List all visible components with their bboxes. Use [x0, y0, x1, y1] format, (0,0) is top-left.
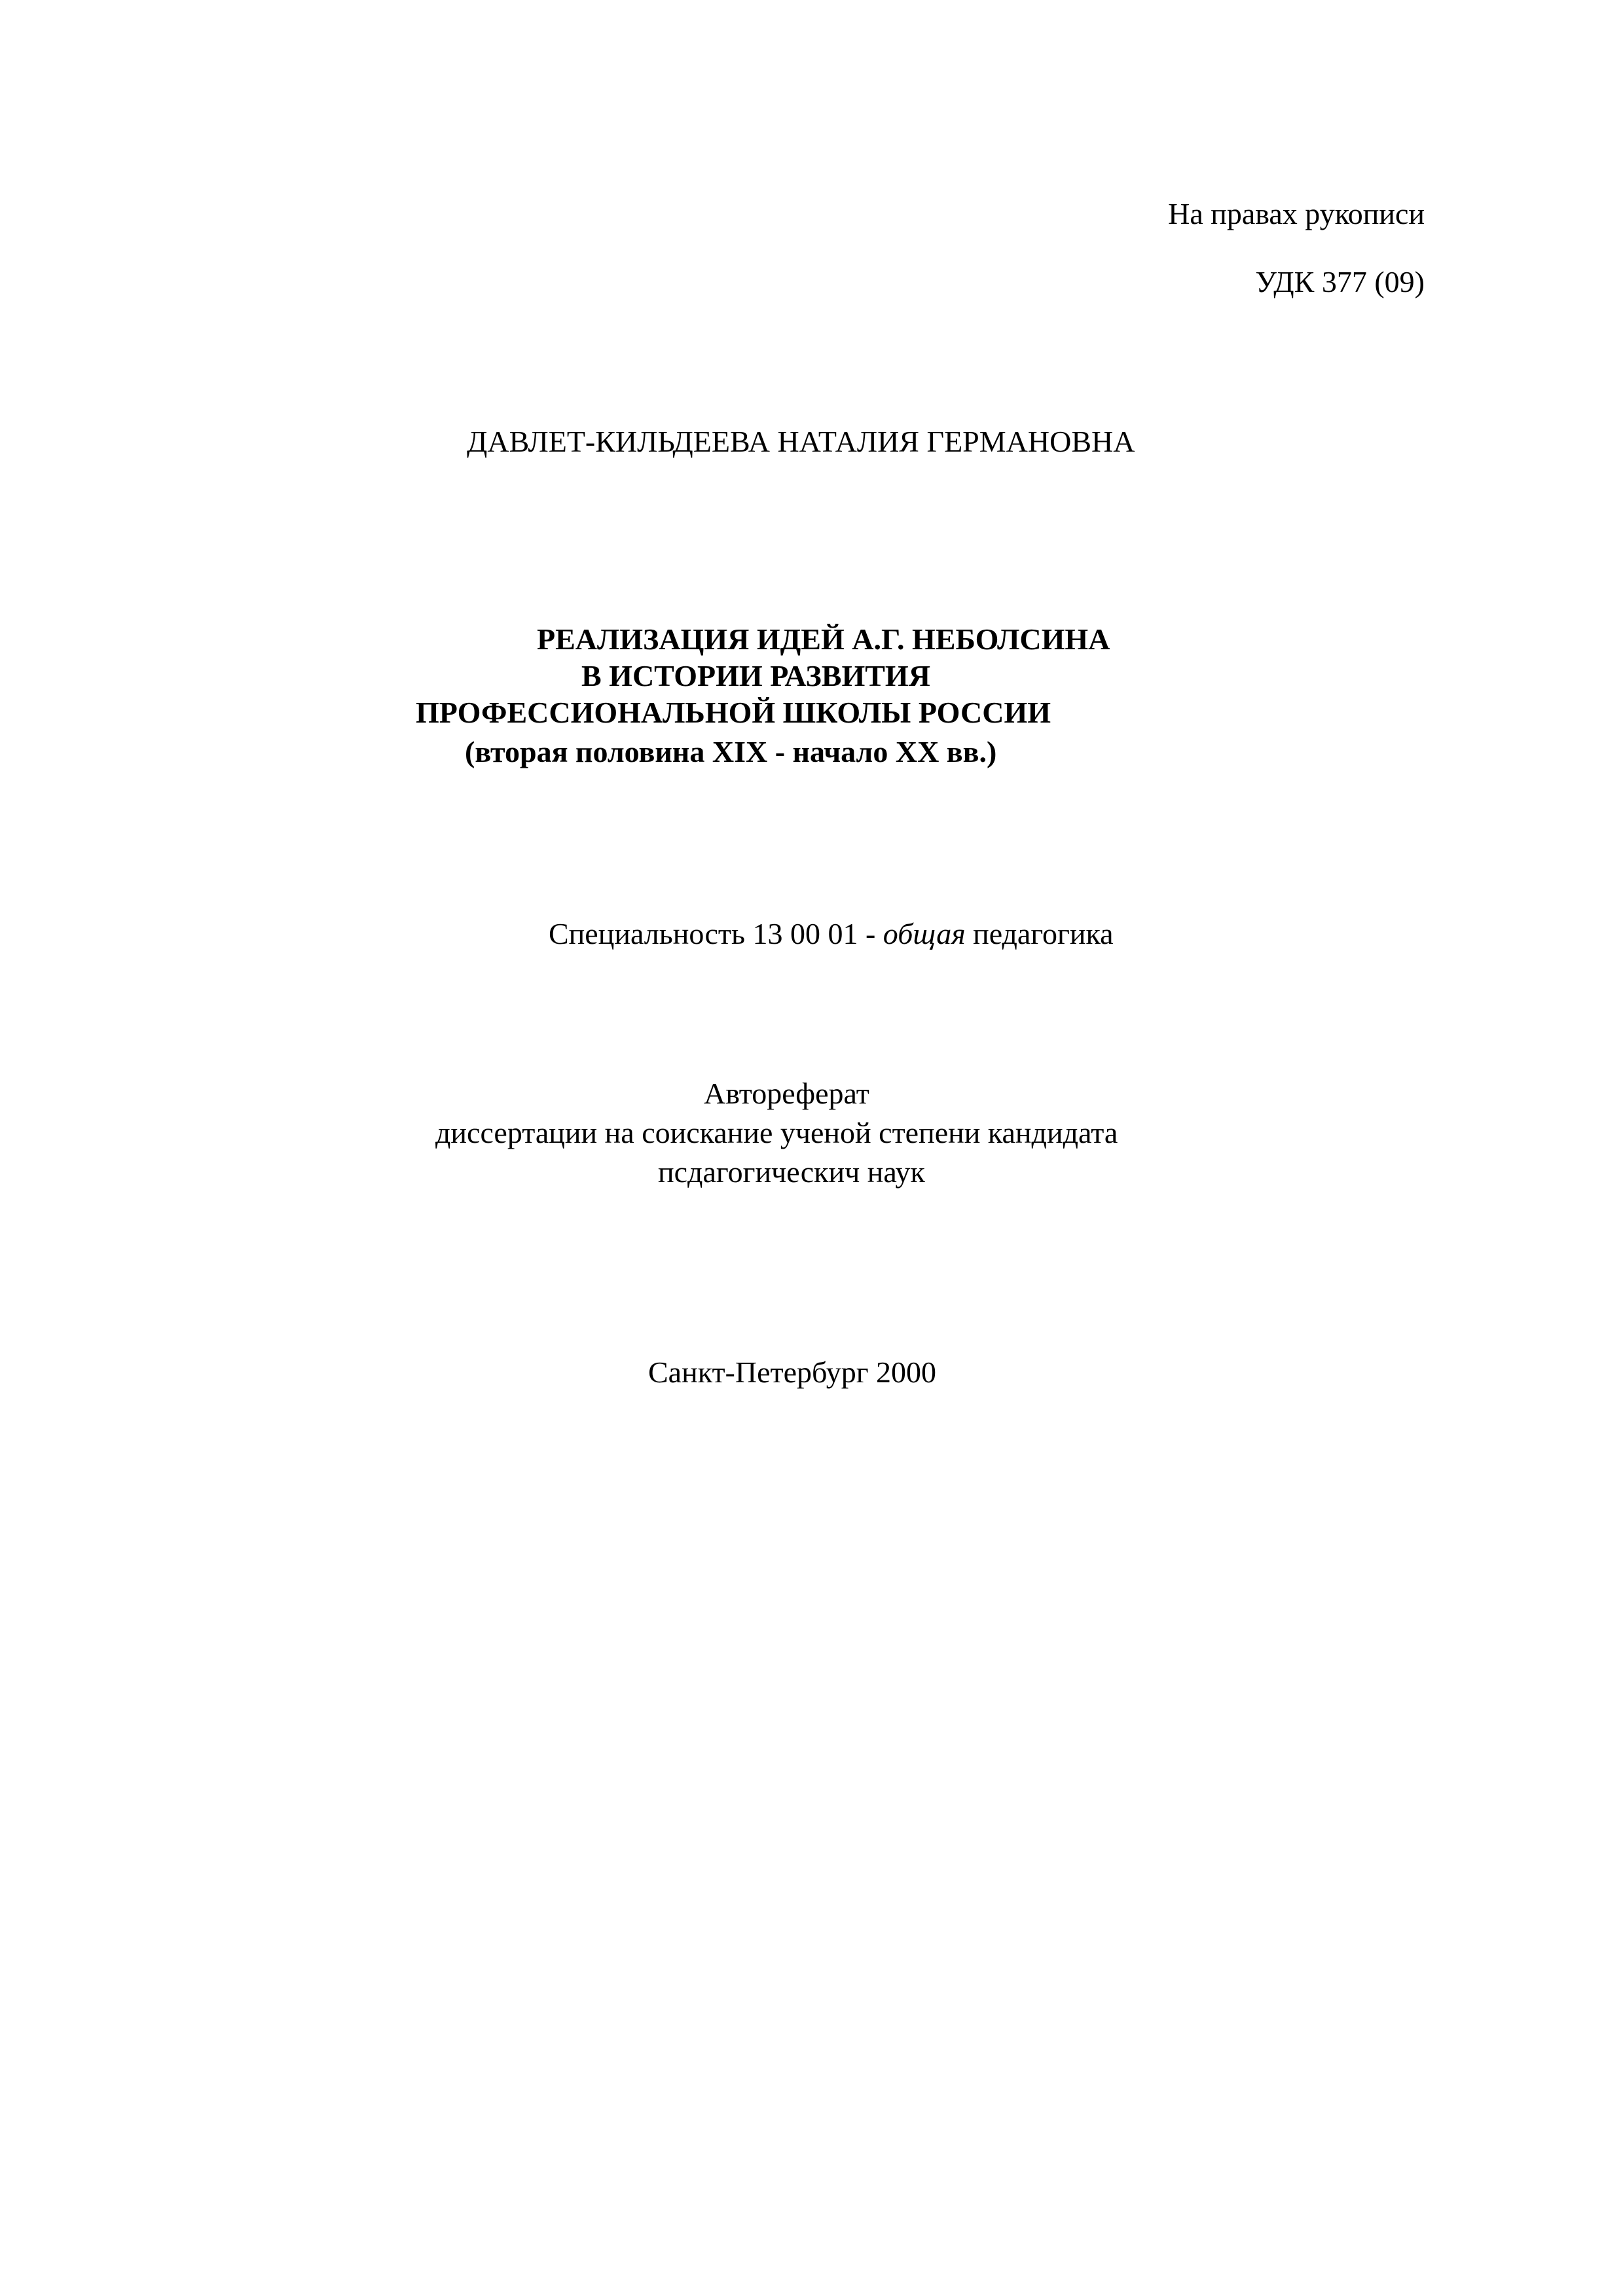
- specialty-suffix: педагогика: [965, 917, 1114, 950]
- abstract-title: Автореферат: [704, 1077, 869, 1110]
- abstract-line-2: диссертации на соискание ученой степени кандидата: [435, 1116, 1118, 1149]
- author-name: ДАВЛЕТ-КИЛЬДЕЕВА НАТАЛИЯ ГЕРМАНОВНА: [467, 425, 1135, 458]
- title-line-3: ПРОФЕССИОНАЛЬНОЙ ШКОЛЫ РОССИИ: [416, 696, 1051, 729]
- title-line-1: РЕАЛИЗАЦИЯ ИДЕЙ А.Г. НЕБОЛСИНА: [537, 622, 1110, 656]
- title-line-2: В ИСТОРИИ РАЗВИТИЯ: [581, 659, 930, 692]
- udc-code: УДК 377 (09): [1255, 265, 1425, 298]
- specialty-italic: общая: [883, 917, 966, 950]
- title-line-4: (вторая половина XIX - начало XX вв.): [465, 735, 997, 768]
- specialty-line: [549, 916, 1114, 951]
- rights-note: На правах рукописи: [1168, 197, 1425, 230]
- place-year: Санкт-Петербург 2000: [648, 1355, 937, 1389]
- abstract-line-3: псдагогическич наук: [658, 1155, 925, 1189]
- specialty-prefix: Специальность 13 00 01 -: [549, 917, 883, 950]
